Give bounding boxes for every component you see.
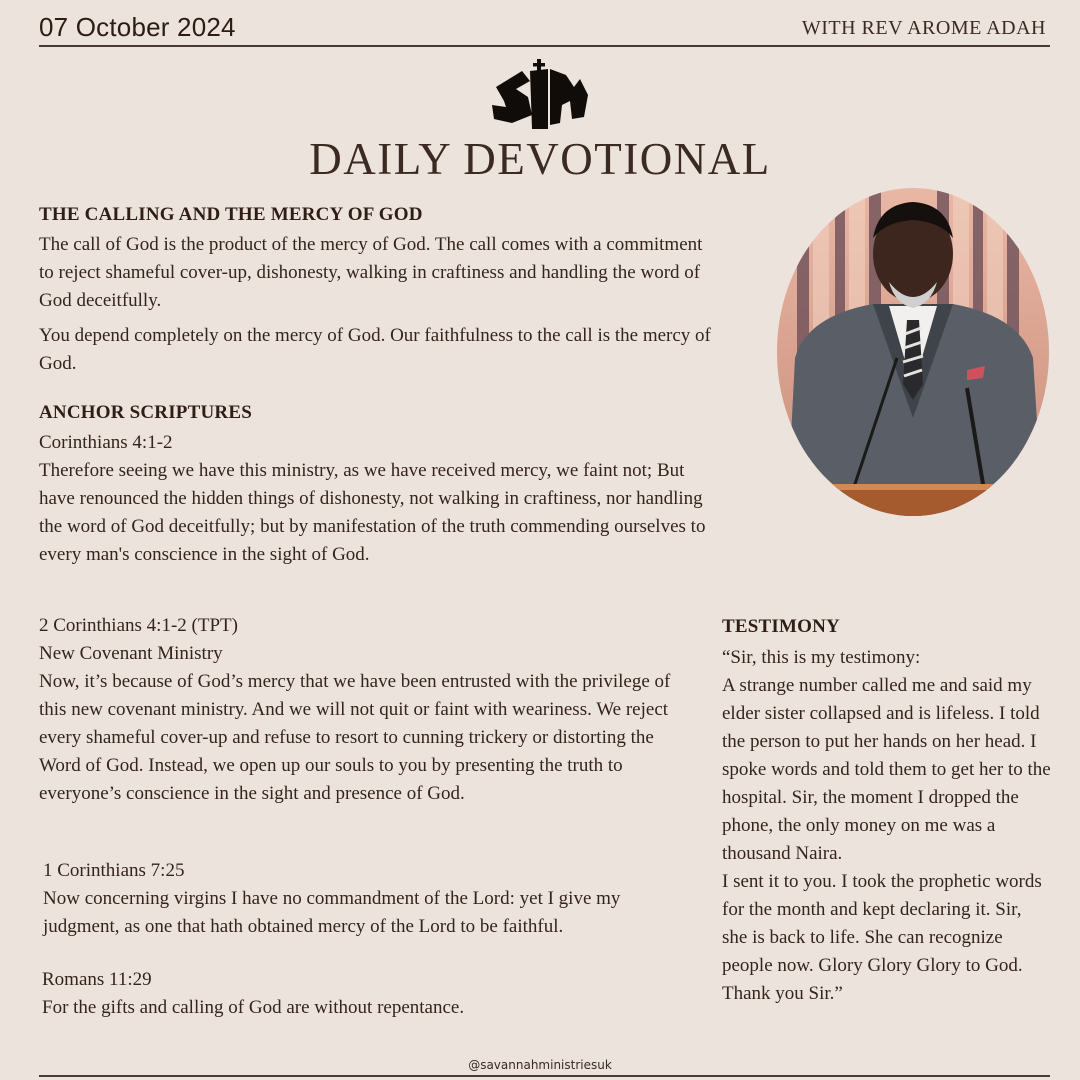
scripture-reference: 1 Corinthians 7:25 bbox=[43, 860, 185, 881]
top-divider bbox=[39, 45, 1050, 47]
date-label: 07 October 2024 bbox=[39, 12, 236, 42]
preacher-portrait bbox=[777, 188, 1049, 516]
main-heading: THE CALLING AND THE MERCY OF GOD bbox=[39, 204, 423, 225]
bottom-divider bbox=[39, 1075, 1050, 1077]
scripture-text: Therefore seeing we have this ministry, as we have received mercy, we faint not; But have renounced the hidden things of dishonesty, not walking in craftiness, nor handling the word of God deceitfully; but by manifestation of the truth commending ourselves to every man's conscience in the sight of God. bbox=[39, 460, 706, 565]
scripture-text: Now, it’s because of God’s mercy that we have been entrusted with the privilege of this new covenant ministry. And we will not quit or faint with weariness. We reject every shameful cover-up and refuse to resort to cunning trickery or distorting the Word of God. Instead, we open up our souls to you by presenting the truth to everyone’s conscience in the sight and presence of God. bbox=[39, 671, 671, 804]
testimony-line: I sent it to you. I took the prophetic words for the month and kept declaring it. Sir, she is back to life. She can recognize people now. Glory Glory Glory to God. Thank you Sir.” bbox=[722, 871, 1042, 1004]
testimony-line: A strange number called me and said my elder sister collapsed and is lifeless. I told the person to put her hands on her head. I spoke words and told them to get her to the hospital. Sir, the moment I dropped the phone, the only money on me was a thousand Naira. bbox=[722, 675, 1051, 864]
scripture-subtitle: New Covenant Ministry bbox=[39, 643, 223, 664]
scripture-reference: Romans 11:29 bbox=[42, 969, 152, 990]
social-handle: @savannahministriesuk bbox=[468, 1058, 612, 1072]
main-paragraph: You depend completely on the mercy of God. Our faithfulness to the call is the mercy of God. bbox=[39, 325, 711, 374]
scripture-text: Now concerning virgins I have no commandment of the Lord: yet I give my judgment, as one that hath obtained mercy of the Lord to be faithful. bbox=[43, 888, 621, 937]
testimony-line: “Sir, this is my testimony: bbox=[722, 647, 921, 668]
scripture-reference: Corinthians 4:1-2 bbox=[39, 432, 173, 453]
sim-logo-icon bbox=[488, 57, 592, 131]
author-label: WITH REV AROME ADAH bbox=[801, 17, 1046, 39]
scriptures-heading: ANCHOR SCRIPTURES bbox=[39, 402, 252, 423]
main-paragraph: The call of God is the product of the mercy of God. The call comes with a commitment to reject shameful cover-up, dishonesty, walking in craftiness and handling the word of God deceitfully. bbox=[39, 234, 703, 311]
testimony-heading: TESTIMONY bbox=[722, 616, 840, 637]
page-title: DAILY DEVOTIONAL bbox=[309, 134, 771, 184]
scripture-text: For the gifts and calling of God are without repentance. bbox=[42, 997, 465, 1018]
scripture-reference: 2 Corinthians 4:1-2 (TPT) bbox=[39, 615, 238, 636]
